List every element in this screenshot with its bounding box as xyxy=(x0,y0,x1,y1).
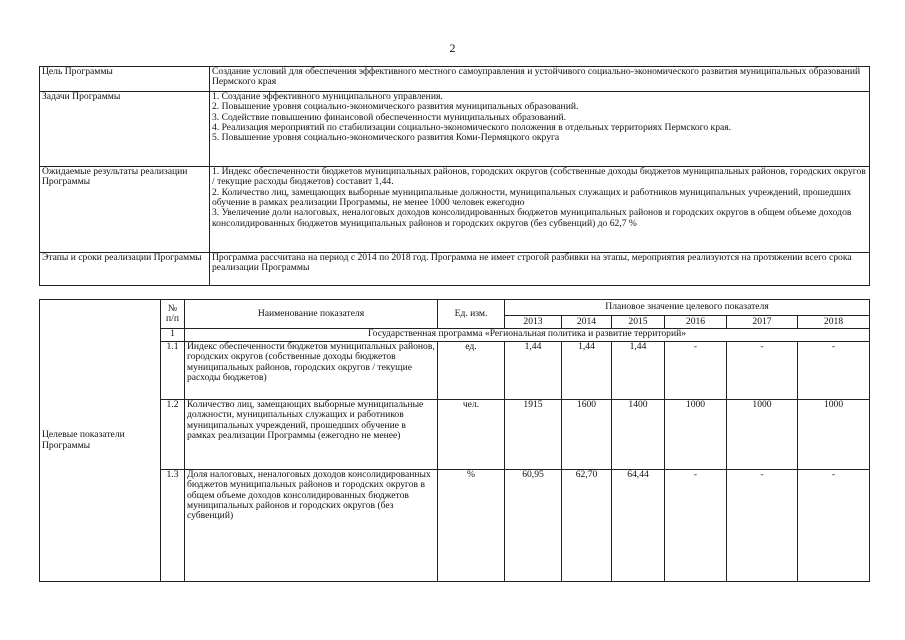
goal-label: Цель Программы xyxy=(40,67,210,92)
indicator-value: 64,44 xyxy=(612,470,665,582)
indicator-name: Количество лиц, замещающих выборные муниципальные должности, муниципальных служащих и работников муниципальных учреждений, прошедших обучение в рамках реализации Программы (ежегодно не менее) xyxy=(185,400,438,470)
program-row xyxy=(40,329,870,342)
header-indicator-name: Наименование показателя xyxy=(185,300,438,329)
indicator-value: - xyxy=(665,470,727,582)
year-2013: 2013 xyxy=(505,316,562,329)
indicator-unit: ед. xyxy=(438,342,505,400)
stages-label: Этапы и сроки реализации Программы xyxy=(40,253,210,286)
goal-row xyxy=(40,67,870,92)
results-label: Ожидаемые результаты реализации Программы xyxy=(40,167,210,253)
header-number: № п/п xyxy=(161,300,185,329)
indicator-number: 1.1 xyxy=(161,342,185,400)
indicator-value: 60,95 xyxy=(505,470,562,582)
indicator-row xyxy=(40,400,870,470)
indicator-value: - xyxy=(665,342,727,400)
task-item: 3. Содействие повышению финансовой обеспеченности муниципальных образований. xyxy=(212,111,567,123)
task-item: 4. Реализация мероприятий по стабилизации социально-экономического положения в отдельных территориях Пермского края. xyxy=(212,122,732,134)
indicator-value: - xyxy=(798,470,870,582)
task-item: 1. Создание эффективного муниципального управления. xyxy=(212,91,443,102)
goal-text: Создание условий для обеспечения эффективного местного самоуправления и устойчивого социально-экономического развития муниципальных образований Пермского края xyxy=(210,67,870,92)
indicator-name: Доля налоговых, неналоговых доходов консолидированных бюджетов муниципальных районов и городских округов в общем объеме доходов консолидированных бюджетов муниципальных районов и городских округов (без субвенций) xyxy=(185,470,438,582)
indicator-value: 1915 xyxy=(505,400,562,470)
indicator-value: 1600 xyxy=(562,400,612,470)
task-item: 5. Повышение уровня социально-экономического развития Коми-Пермяцкого округа xyxy=(212,132,560,144)
year-2016: 2016 xyxy=(665,316,727,329)
indicator-row xyxy=(40,342,870,400)
indicator-value: 1,44 xyxy=(612,342,665,400)
indicators-header-row xyxy=(40,300,870,316)
task-item: 2. Повышение уровня социально-экономического развития муниципальных образований. xyxy=(212,101,579,113)
year-2018: 2018 xyxy=(798,316,870,329)
indicator-value: 1000 xyxy=(727,400,798,470)
result-item: 2. Количество лиц, замещающих выборные муниципальные должности, муниципальных служащих и работников муниципальных учреждений, прошедших обучение в рамках реализации Программы, не менее 1000 человек ежегодно xyxy=(212,186,852,209)
header-unit: Ед. изм. xyxy=(438,300,505,329)
indicator-value: - xyxy=(727,342,798,400)
program-number: 1 xyxy=(161,329,185,342)
tasks-label: Задачи Программы xyxy=(40,92,210,167)
indicator-name: Индекс обеспеченности бюджетов муниципальных районов, городских округов (собственные доходы бюджетов муниципальных районов, городских округов / текущие расходы бюджетов) xyxy=(185,342,438,400)
result-item: 3. Увеличение доли налоговых, неналоговых доходов консолидированных бюджетов муниципальных районов и городских округов в общем объеме доходов консолидированных бюджетов муниципальных районов и городских округов (без субвенций) до 62,7 % xyxy=(212,207,852,229)
indicator-value: 1,44 xyxy=(505,342,562,400)
page-number: 2 xyxy=(449,41,456,55)
result-item: 1. Индекс обеспеченности бюджетов муниципальных районов, городских округов (собственные доходы бюджетов муниципальных районов, городских округов / текущие расходы бюджетов) составит 1,44. xyxy=(212,166,866,188)
indicator-row xyxy=(40,470,870,582)
program-passport-table xyxy=(39,66,870,286)
indicator-number: 1.3 xyxy=(161,470,185,582)
results-row xyxy=(40,167,870,253)
indicators-section-label: Целевые показатели Программы xyxy=(40,300,161,582)
indicator-number: 1.2 xyxy=(161,400,185,470)
results-list xyxy=(210,167,870,253)
stages-row xyxy=(40,253,870,286)
indicator-value: 62,70 xyxy=(562,470,612,582)
year-2017: 2017 xyxy=(727,316,798,329)
program-title: Государственная программа «Региональная политика и развитие территорий» xyxy=(185,329,870,342)
indicator-value: - xyxy=(798,342,870,400)
indicator-value: - xyxy=(727,470,798,582)
indicator-value: 1000 xyxy=(798,400,870,470)
year-2014: 2014 xyxy=(562,316,612,329)
indicator-value: 1400 xyxy=(612,400,665,470)
indicators-table xyxy=(39,299,870,582)
indicator-unit: % xyxy=(438,470,505,582)
header-plan-values: Плановое значение целевого показателя xyxy=(505,300,870,316)
stages-text: Программа рассчитана на период с 2014 по 2018 год. Программа не имеет строгой разбивки на этапы, мероприятия реализуются на протяжении всего срока реализации Программы xyxy=(210,253,870,286)
tasks-list xyxy=(210,92,870,167)
year-2015: 2015 xyxy=(612,316,665,329)
indicator-value: 1,44 xyxy=(562,342,612,400)
tasks-row xyxy=(40,92,870,167)
indicator-value: 1000 xyxy=(665,400,727,470)
indicator-unit: чел. xyxy=(438,400,505,470)
